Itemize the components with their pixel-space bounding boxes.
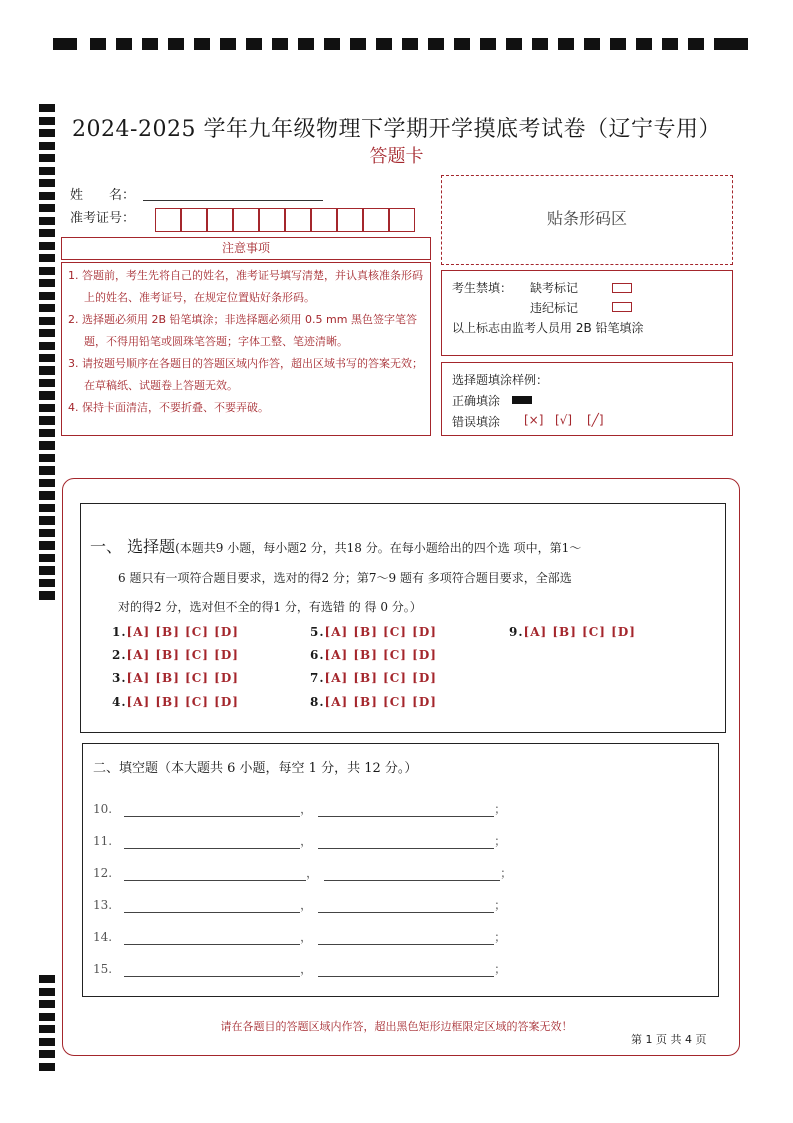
timing-marks-top xyxy=(50,38,750,52)
choice-section-desc: (本题共9 小题，每小题2 分，共18 分。在每小题给出的四个选 项中，第1～ xyxy=(175,541,582,555)
blank-field[interactable] xyxy=(318,804,494,817)
timing-mark xyxy=(39,391,55,399)
fill-section-title: 二、填空题（本大题共 6 小题，每空 1 分，共 12 分。） xyxy=(93,761,418,776)
timing-mark xyxy=(39,416,55,424)
correct-fill-label: 正确填涂 xyxy=(452,394,501,408)
page-number: 第 1 页 共 4 页 xyxy=(631,1033,707,1046)
timing-mark xyxy=(39,479,55,487)
timing-mark xyxy=(39,579,55,587)
timing-mark xyxy=(39,1000,55,1008)
timing-mark xyxy=(39,988,55,996)
wrong-mark: [√] xyxy=(555,413,573,427)
timing-mark xyxy=(39,404,55,412)
question-9[interactable]: 9.[A] [B] [C] [D] xyxy=(509,625,636,639)
notice-header xyxy=(61,237,431,260)
notice-box xyxy=(61,262,431,436)
absent-label: 缺考标记 xyxy=(530,281,579,295)
fill-row-13: 13. ， ； xyxy=(93,898,507,912)
footer-warning: 请在各题目的答题区域内作答，超出黑色矩形边框限定区域的答案无效！ xyxy=(220,1020,573,1033)
timing-mark xyxy=(39,217,55,225)
timing-mark xyxy=(39,529,55,537)
timing-mark xyxy=(39,1063,55,1071)
absent-mark-box[interactable] xyxy=(612,283,632,293)
barcode-area xyxy=(441,175,733,265)
blank-field[interactable] xyxy=(318,964,494,977)
fill-row-14: 14. ， ； xyxy=(93,930,507,944)
blank-field[interactable] xyxy=(124,932,300,945)
blank-field[interactable] xyxy=(124,964,300,977)
name-field[interactable] xyxy=(143,186,323,201)
blank-field[interactable] xyxy=(124,868,306,881)
name-label: 姓 名： xyxy=(70,188,136,203)
notice-item: 4. 保持卡面清洁，不要折叠、不要弄破。 xyxy=(68,401,269,414)
timing-mark xyxy=(39,1050,55,1058)
choice-section-desc: 6 题只有一项符合题目要求，选对的得2 分；第7～9 题有 多项符合题目要求，全部选 xyxy=(118,571,572,585)
wrong-mark: [×] xyxy=(524,413,544,427)
barcode-label: 贴条形码区 xyxy=(546,209,627,228)
fill-sample-box xyxy=(441,362,733,436)
violation-mark-box[interactable] xyxy=(612,302,632,312)
question-6[interactable]: 6.[A] [B] [C] [D] xyxy=(310,648,437,662)
timing-mark xyxy=(39,167,55,175)
choice-section xyxy=(80,503,726,733)
exam-id-cells[interactable] xyxy=(155,208,415,232)
forbidden-label: 考生禁填： xyxy=(452,281,513,295)
timing-mark xyxy=(39,975,55,983)
fill-row-15: 15. ， ； xyxy=(93,962,507,976)
question-2[interactable]: 2.[A] [B] [C] [D] xyxy=(112,648,239,662)
notice-item: 3. 请按题号顺序在各题目的答题区域内作答，超出区域书写的答案无效；在草稿纸、试题卷上答题无效。 xyxy=(68,357,423,392)
timing-mark xyxy=(39,366,55,374)
choice-section-desc: 对的得2 分，选对但不全的得1 分，有选错 的 得 0 分。） xyxy=(118,600,422,614)
timing-mark xyxy=(39,254,55,262)
blank-field[interactable] xyxy=(124,900,300,913)
violation-label: 违纪标记 xyxy=(530,301,579,315)
page-title: 2024-2025 学年九年级物理下学期开学摸底考试卷（辽宁专用） xyxy=(72,117,721,142)
timing-mark xyxy=(39,454,55,462)
timing-mark xyxy=(39,354,55,362)
timing-mark xyxy=(39,541,55,549)
timing-mark xyxy=(39,204,55,212)
wrong-mark: [╱] xyxy=(587,413,604,427)
timing-mark xyxy=(39,466,55,474)
fill-row-10: 10. ， ； xyxy=(93,802,507,816)
sample-label: 选择题填涂样例： xyxy=(452,373,549,387)
timing-mark xyxy=(39,192,55,200)
fill-blank-section xyxy=(82,743,719,997)
timing-mark xyxy=(39,591,55,599)
timing-mark xyxy=(39,267,55,275)
timing-mark xyxy=(39,379,55,387)
fill-row-11: 11. ， ； xyxy=(93,834,507,848)
page-subtitle: 答题卡 xyxy=(369,146,424,167)
wrong-fill-label: 错误填涂 xyxy=(452,415,501,429)
timing-mark xyxy=(39,242,55,250)
question-1[interactable]: 1.[A] [B] [C] [D] xyxy=(112,625,239,639)
exam-id-label: 准考证号： xyxy=(70,211,136,226)
timing-mark xyxy=(39,516,55,524)
blank-field[interactable] xyxy=(318,932,494,945)
timing-mark xyxy=(39,441,55,449)
blank-field[interactable] xyxy=(324,868,500,881)
timing-mark xyxy=(39,342,55,350)
blank-field[interactable] xyxy=(318,836,494,849)
timing-mark xyxy=(39,329,55,337)
notice-heading: 注意事项 xyxy=(221,241,270,255)
notice-item: 1. 答题前，考生先将自己的姓名，准考证号填写清楚，并认真核准条形码上的姓名、准考证号，在规定位置贴好条形码。 xyxy=(68,269,423,304)
timing-mark xyxy=(39,292,55,300)
timing-mark xyxy=(39,554,55,562)
question-7[interactable]: 7.[A] [B] [C] [D] xyxy=(310,671,437,685)
notice-item: 2. 选择题必须用 2B 铅笔填涂；非选择题必须用 0.5 mm 黑色签字笔答题，不得用铅笔或圆珠笔答题；字体工整、笔迹清晰。 xyxy=(68,313,417,348)
timing-mark xyxy=(39,491,55,499)
timing-mark xyxy=(39,304,55,312)
blank-field[interactable] xyxy=(124,804,300,817)
timing-mark xyxy=(39,504,55,512)
question-8[interactable]: 8.[A] [B] [C] [D] xyxy=(310,695,437,709)
question-3[interactable]: 3.[A] [B] [C] [D] xyxy=(112,671,239,685)
timing-mark xyxy=(39,429,55,437)
timing-mark xyxy=(39,279,55,287)
fill-row-12: 12. ， ； xyxy=(93,866,513,880)
timing-mark xyxy=(39,179,55,187)
correct-fill-mark xyxy=(512,396,532,404)
choice-section-title: 一、 选择题 xyxy=(90,537,176,556)
question-4[interactable]: 4.[A] [B] [C] [D] xyxy=(112,695,239,709)
timing-mark xyxy=(39,229,55,237)
timing-mark xyxy=(39,1038,55,1046)
timing-mark xyxy=(39,317,55,325)
blank-field[interactable] xyxy=(318,900,494,913)
forbidden-box xyxy=(441,270,733,356)
timing-mark xyxy=(39,566,55,574)
question-5[interactable]: 5.[A] [B] [C] [D] xyxy=(310,625,437,639)
timing-mark xyxy=(39,104,55,112)
forbidden-note: 以上标志由监考人员用 2B 铅笔填涂 xyxy=(452,321,644,335)
blank-field[interactable] xyxy=(124,836,300,849)
